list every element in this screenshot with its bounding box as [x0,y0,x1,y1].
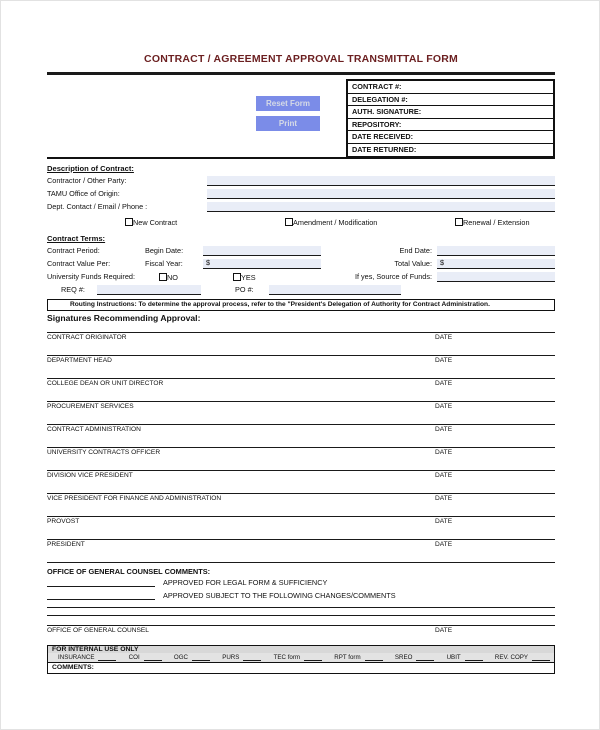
internal-use-comments-label[interactable]: COMMENTS: [48,662,554,673]
field-row-office-of-origin [47,189,555,199]
signature-date-label: DATE [435,449,453,457]
req-number-input[interactable] [97,285,201,295]
general-counsel-heading: OFFICE OF GENERAL COUNSEL COMMENTS: [47,567,211,577]
internal-use-item-purs[interactable] [222,654,261,661]
intake-row-date-returned [348,144,553,157]
general-counsel-option-2-label: APPROVED SUBJECT TO THE FOLLOWING CHANGES/COMMENTS [163,591,396,601]
form-header [47,75,555,157]
contract-terms-heading: Contract Terms: [47,234,106,243]
intake-label: DELEGATION #: [352,94,408,104]
intake-label: DATE RETURNED: [352,145,417,155]
item-label: OGC [173,654,188,662]
req-number-label: REQ #: [61,285,85,294]
signature-date-label: DATE [435,426,453,434]
signature-row[interactable] [47,355,555,378]
signature-role-label: UNIVERSITY CONTRACTS OFFICER [47,449,161,457]
item-label: UBIT [446,654,461,662]
source-of-funds-label: If yes, Source of Funds: [354,272,432,281]
intake-row-date-received [348,131,553,144]
dept-contact-input[interactable] [207,202,555,212]
checkbox-icon[interactable] [233,273,241,281]
checkbox-amendment-modification[interactable] [285,218,455,227]
item-blank[interactable] [365,654,383,661]
source-of-funds-input[interactable] [437,272,555,282]
general-counsel-initial-line-1[interactable] [47,577,155,587]
item-blank[interactable] [532,654,550,661]
internal-use-title: FOR INTERNAL USE ONLY [48,646,554,653]
intake-row-repository [348,119,553,132]
internal-use-item-tec-form[interactable] [274,654,322,661]
intake-info-box [346,79,555,158]
intake-label: AUTH. SIGNATURE: [352,107,422,117]
contractor-label: Contractor / Other Party: [47,176,127,185]
checkbox-label: Amendment / Modification [293,218,378,227]
intake-row-delegation-number [348,94,553,107]
checkbox-renewal-extension[interactable] [455,218,530,227]
office-of-origin-label: TAMU Office of Origin: [47,189,120,198]
signature-row[interactable] [47,516,555,539]
checkbox-new-contract[interactable] [125,218,285,227]
signature-date-label: DATE [435,403,453,411]
signature-row[interactable] [47,493,555,516]
general-counsel-signature-label: OFFICE OF GENERAL COUNSEL [47,627,149,635]
item-label: RPT form [334,654,361,662]
item-blank[interactable] [465,654,483,661]
po-number-label: PO #: [235,285,254,294]
item-label: TEC form [273,654,301,662]
total-value-input[interactable] [437,259,555,269]
internal-use-item-coi[interactable] [129,654,162,661]
checkbox-icon[interactable] [159,273,167,281]
intake-label: REPOSITORY: [352,119,402,129]
page-title: CONTRACT / AGREEMENT APPROVAL TRANSMITTAL FORM [144,53,458,65]
print-button[interactable]: Print [256,116,320,131]
internal-use-item-ubit[interactable] [447,654,483,661]
signature-list [47,332,555,562]
internal-use-item-list [48,653,554,662]
signature-row[interactable] [47,470,555,493]
general-counsel-option-1-label: APPROVED FOR LEGAL FORM & SUFFICIENCY [163,578,328,588]
internal-use-item-rpt-form[interactable] [334,654,382,661]
checkbox-funds-no[interactable] [159,273,233,282]
signature-date-label: DATE [435,380,453,388]
item-blank[interactable] [192,654,210,661]
end-date-input[interactable] [437,246,555,256]
form-content [47,1,555,674]
item-blank[interactable] [98,654,116,661]
item-label: REV. COPY [494,654,529,662]
checkbox-icon[interactable] [125,218,133,226]
signature-date-label: DATE [435,518,453,526]
general-counsel-signature-row[interactable] [47,625,555,643]
item-label: SREO [394,654,413,662]
description-heading: Description of Contract: [47,164,134,173]
field-row-req-po [47,285,555,295]
internal-use-item-ogc[interactable] [174,654,210,661]
checkbox-label: NO [167,273,178,282]
signature-row[interactable] [47,378,555,401]
signature-role-label: CONTRACT ORIGINATOR [47,334,127,342]
po-number-input[interactable] [269,285,401,295]
field-row-contract-value [47,259,555,269]
signature-role-label: PROVOST [47,518,80,526]
contract-terms-section [47,234,555,295]
signature-row[interactable] [47,332,555,355]
description-section [47,159,555,227]
signature-date-label: DATE [435,495,453,503]
item-blank[interactable] [416,654,434,661]
general-counsel-comment-line-1[interactable] [47,607,555,608]
signature-role-label: DEPARTMENT HEAD [47,357,112,365]
begin-date-label: Begin Date: [145,246,184,255]
signature-role-label: CONTRACT ADMINISTRATION [47,426,141,434]
item-blank[interactable] [304,654,322,661]
contractor-input[interactable] [207,176,555,186]
total-value-currency-symbol: $ [440,258,445,267]
internal-use-item-rev-copy[interactable] [495,654,550,661]
item-label: COI [128,654,140,662]
signature-role-label: PRESIDENT [47,541,85,549]
university-funds-label: University Funds Required: [47,272,136,281]
signature-date-label: DATE [435,357,453,365]
signature-date-label: DATE [435,334,453,342]
general-counsel-initial-line-2[interactable] [47,590,155,600]
contract-period-label: Contract Period: [47,246,100,255]
fiscal-year-label: Fiscal Year: [145,259,183,268]
checkbox-label: Renewal / Extension [463,218,530,227]
internal-use-box [47,645,555,674]
dept-contact-label: Dept. Contact / Email / Phone : [47,202,148,211]
signature-role-label: COLLEGE DEAN OR UNIT DIRECTOR [47,380,164,388]
signature-row[interactable] [47,424,555,447]
fiscal-year-input[interactable] [203,259,321,269]
general-counsel-date-label: DATE [435,627,453,635]
intake-row-contract-number [348,81,553,94]
checkbox-label: New Contract [133,218,178,227]
field-row-dept-contact [47,202,555,212]
field-row-contractor [47,176,555,186]
item-label: INSURANCE [58,654,95,662]
field-row-university-funds [47,272,555,282]
internal-use-item-insurance[interactable] [58,654,116,661]
item-label: PURS [222,654,240,662]
signature-role-label: PROCUREMENT SERVICES [47,403,134,411]
begin-date-input[interactable] [203,246,321,256]
signature-role-label: VICE PRESIDENT FOR FINANCE AND ADMINISTRATION [47,495,222,503]
total-value-label: Total Value: [394,259,432,268]
general-counsel-option-2[interactable] [47,590,555,600]
fiscal-year-currency-symbol: $ [206,258,211,267]
signature-row[interactable] [47,539,555,562]
internal-use-item-sreo[interactable] [395,654,435,661]
item-blank[interactable] [144,654,162,661]
field-row-contract-period [47,246,555,256]
routing-instructions-bar: Routing Instructions: To determine the approval process, refer to the "President's Delegation of Authority for Contract Administration. [47,299,555,311]
intake-label: CONTRACT #: [352,82,402,92]
office-of-origin-input[interactable] [207,189,555,199]
signature-row[interactable] [47,447,555,470]
checkbox-funds-yes[interactable] [233,273,313,282]
intake-row-auth-signature [348,106,553,119]
checkbox-label: YES [241,273,256,282]
end-date-label: End Date: [399,246,432,255]
signature-date-label: DATE [435,541,453,549]
signature-date-label: DATE [435,472,453,480]
contract-value-per-label: Contract Value Per: [47,259,111,268]
signatures-heading: Signatures Recommending Approval: [47,313,201,324]
intake-label: DATE RECEIVED: [352,132,414,142]
reset-form-button[interactable]: Reset Form [256,96,320,111]
signature-row[interactable] [47,401,555,424]
general-counsel-comment-line-2[interactable] [47,615,555,616]
general-counsel-section [47,562,555,616]
general-counsel-option-1[interactable] [47,577,555,587]
item-blank[interactable] [243,654,261,661]
contract-type-options [47,218,555,227]
checkbox-icon[interactable] [455,218,463,226]
checkbox-icon[interactable] [285,218,293,226]
signature-role-label: DIVISION VICE PRESIDENT [47,472,133,480]
